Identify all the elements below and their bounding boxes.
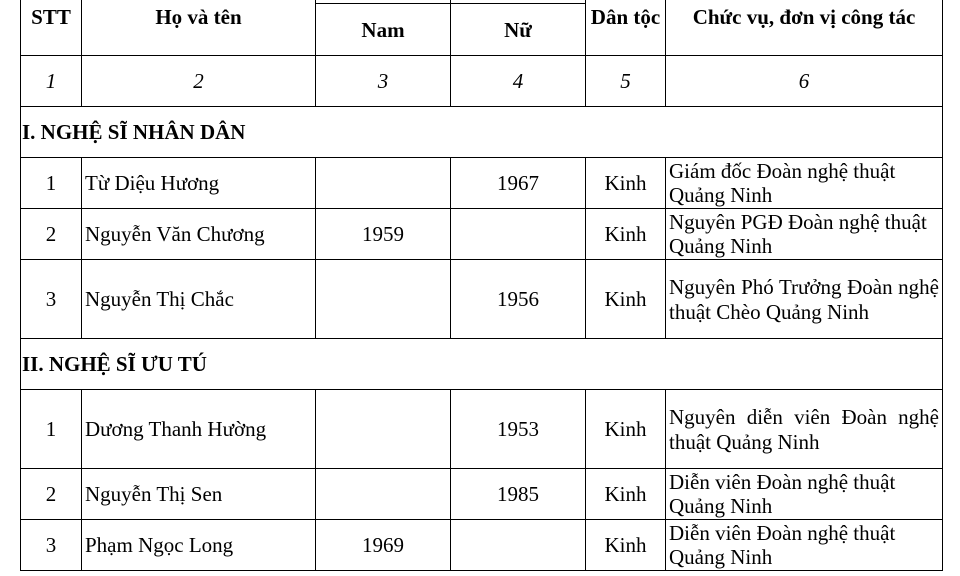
cell-ethnicity: Kinh (586, 158, 666, 209)
cell-name: Nguyễn Thị Sen (82, 469, 316, 520)
column-number: 2 (82, 56, 316, 107)
table-row (21, 260, 943, 339)
column-number: 4 (451, 56, 586, 107)
cell-female: 1985 (451, 469, 586, 520)
column-number-row (21, 56, 943, 107)
column-number: 5 (586, 56, 666, 107)
cell-ethnicity: Kinh (586, 520, 666, 571)
cell-male (316, 260, 451, 339)
cell-female: 1956 (451, 260, 586, 339)
section-row (21, 339, 943, 390)
cell-female: 1967 (451, 158, 586, 209)
cell-stt: 1 (21, 158, 82, 209)
cell-stt: 2 (21, 469, 82, 520)
cell-ethnicity: Kinh (586, 260, 666, 339)
cell-male: 1969 (316, 520, 451, 571)
cell-ethnicity: Kinh (586, 390, 666, 469)
cell-stt: 1 (21, 390, 82, 469)
table-row (21, 390, 943, 469)
column-number: 1 (21, 56, 82, 107)
cell-male (316, 390, 451, 469)
cell-male (316, 469, 451, 520)
cell-male: 1959 (316, 209, 451, 260)
cell-female: 1953 (451, 390, 586, 469)
table-row (21, 209, 943, 260)
cell-stt: 3 (21, 520, 82, 571)
cell-name: Phạm Ngọc Long (82, 520, 316, 571)
header-male: Nam (316, 4, 451, 56)
header-ethnicity: Dân tộc (586, 0, 666, 56)
header-female: Nữ (451, 4, 586, 56)
table-row (21, 520, 943, 571)
cell-name: Từ Diệu Hương (82, 158, 316, 209)
honoree-table (20, 0, 943, 571)
column-number: 3 (316, 56, 451, 107)
cell-name: Nguyễn Văn Chương (82, 209, 316, 260)
cell-name: Nguyễn Thị Chắc (82, 260, 316, 339)
cell-ethnicity: Kinh (586, 469, 666, 520)
section-title: I. NGHỆ SĨ NHÂN DÂN (21, 107, 943, 158)
cell-female (451, 520, 586, 571)
cell-female (451, 209, 586, 260)
cell-position: Diễn viên Đoàn nghệ thuật Quảng Ninh (666, 520, 943, 571)
cell-ethnicity: Kinh (586, 209, 666, 260)
cell-position: Diễn viên Đoàn nghệ thuật Quảng Ninh (666, 469, 943, 520)
cell-stt: 3 (21, 260, 82, 339)
table-row (21, 158, 943, 209)
cell-stt: 2 (21, 209, 82, 260)
header-name: Họ và tên (82, 0, 316, 56)
cell-position: Nguyên diễn viên Đoàn nghệ thuật Quảng Ninh (666, 390, 943, 469)
column-number: 6 (666, 56, 943, 107)
table-row (21, 469, 943, 520)
header-stt: STT (21, 0, 82, 56)
cell-position: Nguyên Phó Trưởng Đoàn nghệ thuật Chèo Quảng Ninh (666, 260, 943, 339)
cell-position: Giám đốc Đoàn nghệ thuật Quảng Ninh (666, 158, 943, 209)
cell-male (316, 158, 451, 209)
section-title: II. NGHỆ SĨ ƯU TÚ (21, 339, 943, 390)
cell-name: Dương Thanh Hường (82, 390, 316, 469)
header-position: Chức vụ, đơn vị công tác (666, 0, 943, 56)
cell-position: Nguyên PGĐ Đoàn nghệ thuật Quảng Ninh (666, 209, 943, 260)
section-row (21, 107, 943, 158)
